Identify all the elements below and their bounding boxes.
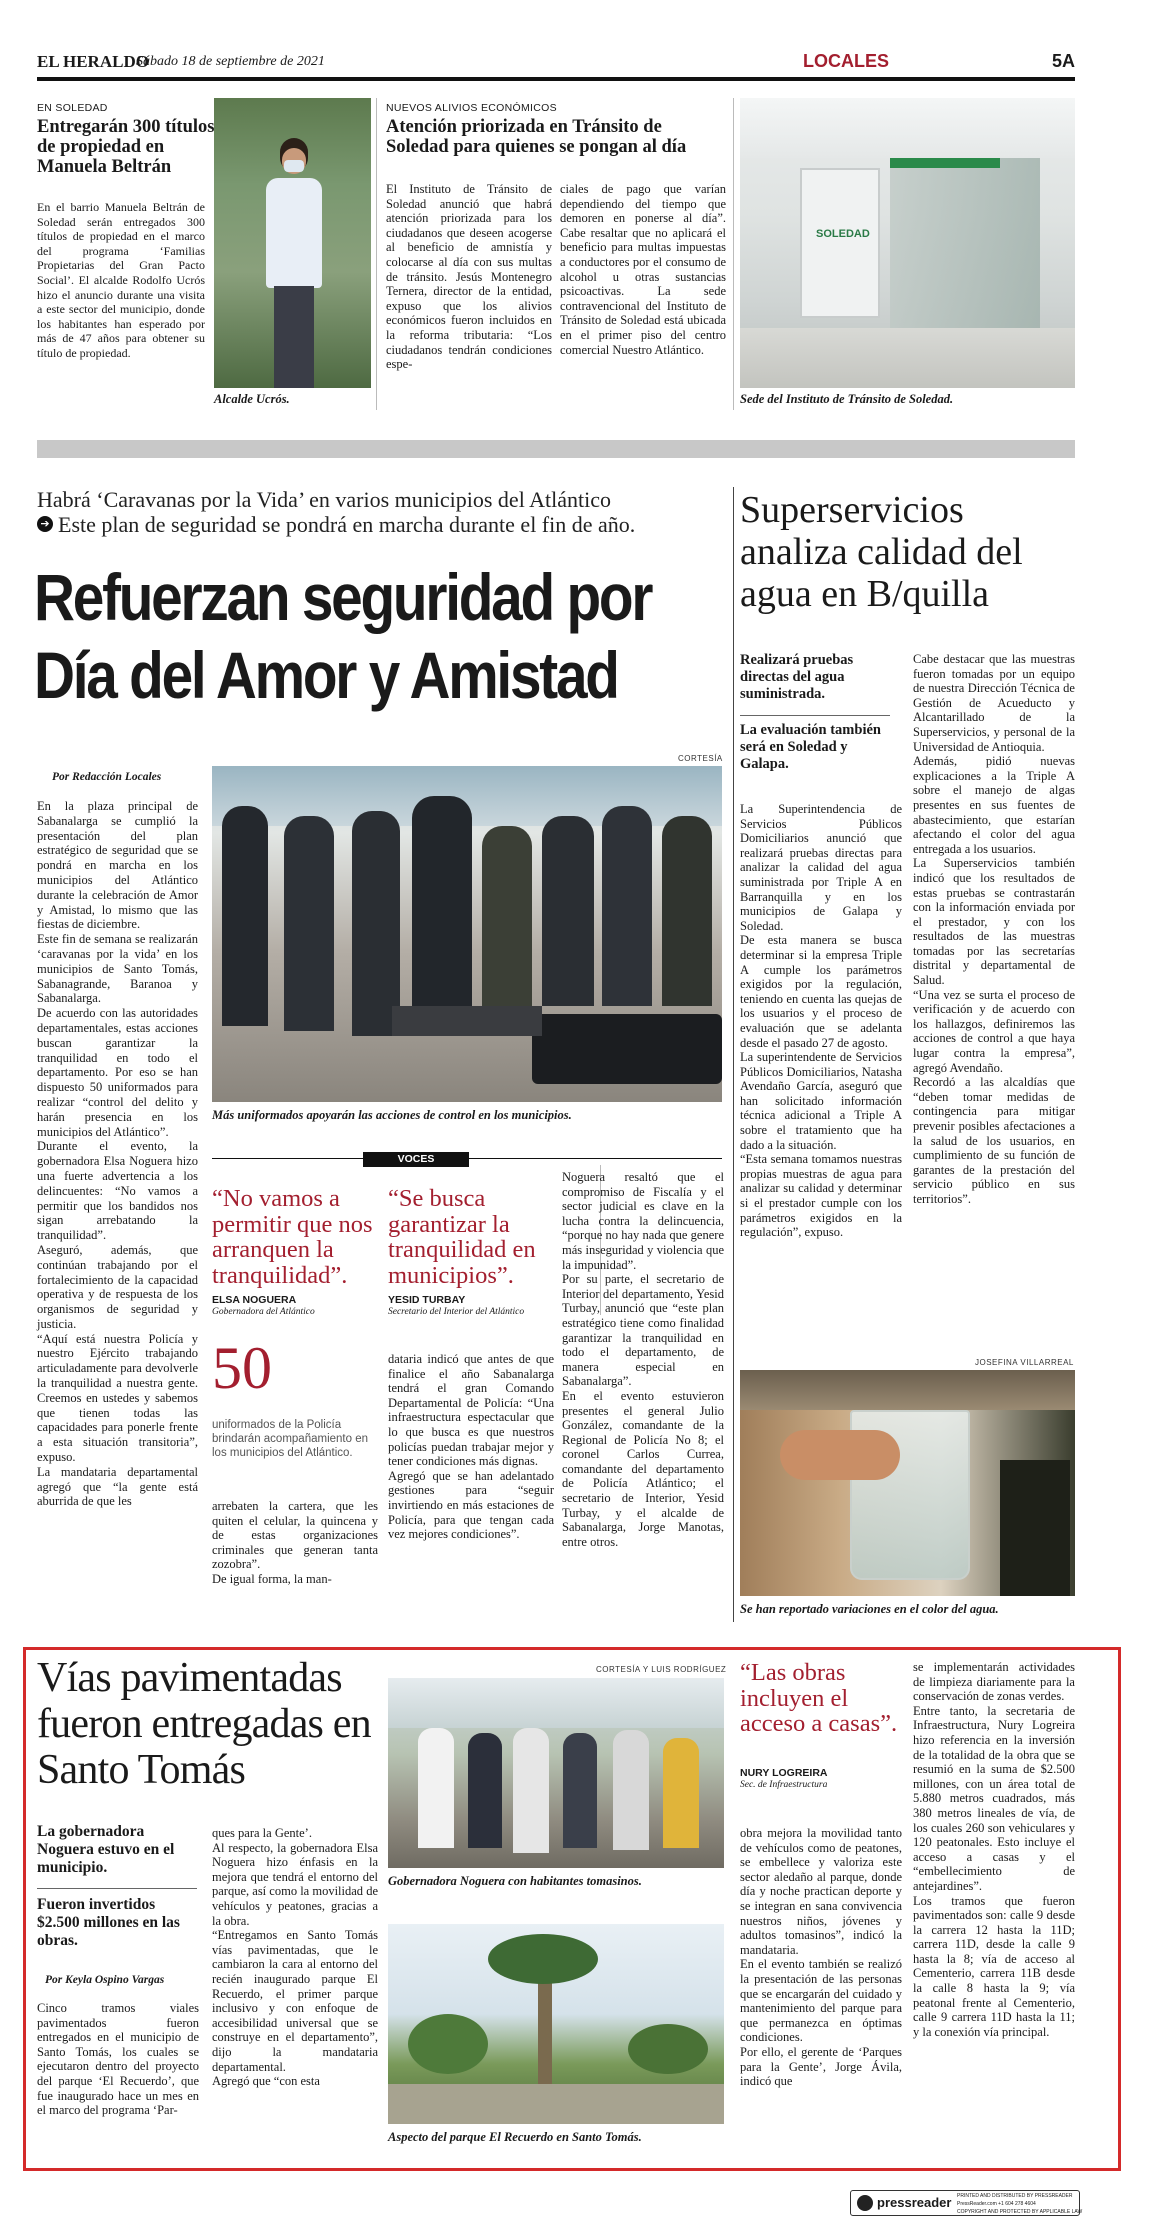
footer-small: COPYRIGHT AND PROTECTED BY APPLICABLE LAW <box>957 2209 1083 2215</box>
pull-quote: “No vamos a permitir que nos arranquen la tranquilidad”. <box>212 1185 373 1289</box>
column-rule <box>376 98 377 410</box>
bottom-headline: Vías pavimentadas fueron entregadas en Santo Tomás <box>37 1655 371 1793</box>
side-headline: Superservicios analiza calidad del agua en B/quilla <box>740 489 1023 615</box>
side-deck: La evaluación también será en Soledad y Galapa. <box>740 722 881 772</box>
sign-text: SOLEDAD <box>816 228 870 240</box>
main-headline: Refuerzan seguridad por Día del Amor y Amistad <box>34 560 652 712</box>
article-column: La Superintendencia de Servicios Públicos Domiciliarios anunció que realizará pruebas directas para analizar la calidad del agua suministrada por Triple A en Barranquilla y en los municipios de Galapa y Soledad. De esta manera se busca determinar si la empresa Triple A cumple los parámetros exigidos por la regulación, teniendo en cuenta las quejas de los usuarios y el proceso de evaluación que se adelanta desde el pasado 27 de agosto. La superintendente de Servicios Públicos Domiciliarios, Natasha Avendaño García, aseguró que han solicitado información técnica adicional a Triple A sobre el tratamiento que ha dado a la situación. “Esta semana tomamos nuestras propias muestras de agua para analizar su calidad y determinar si el prestador cumple con los parámetros exigidos en la regulación”, expuso. <box>740 802 902 1240</box>
byline: Por Keyla Ospino Vargas <box>45 1974 165 1986</box>
article-column: ques para la Gente’. Al respecto, la gobernadora Elsa Noguera hizo énfasis en la mejora que tendrá el entorno del parque, así como la movilidad de vehículos y peatones, gracias a la obra. “Entregamos en Santo Tomás vías pavimentadas, que le cambiaron la cara al entorno del recién inaugurado parque El Recuerdo, el primer parque inclusivo y con enfoque de accesibilidad universal que se construye en el departamento”, dijo la mandataria departamental. Agregó que “con esta <box>212 1826 378 2089</box>
story-body: En el barrio Manuela Beltrán de Soledad serán entregados 300 títulos de propiedad en el marco del programa ‘Familias Propietarias del Gran Pacto Social’. El alcalde Rodolfo Ucrós hizo el anuncio durante una visita a este sector del municipio, donde los habitantes han esperado por más de 47 años para obtener su título de propiedad. <box>37 200 205 360</box>
masthead-rule <box>37 77 1075 81</box>
kicker: EN SOLEDAD <box>37 102 108 114</box>
bottom-deck: La gobernadora Noguera estuvo en el municipio. <box>37 1823 175 1876</box>
photo-credit: JOSEFINA VILLARREAL <box>975 1358 1074 1367</box>
photo-governor-walk <box>388 1678 724 1868</box>
pressreader-logo: pressreader <box>877 2195 952 2210</box>
story-title: Atención priorizada en Tránsito de Soledad para quienes se pongan al día <box>386 117 687 157</box>
article-column: dataria indicó que antes de que finalice el año Sabanalarga tendrá el gran Comando Departamental de Policía: “Una infraestructura espectacular que lo que busca es que nuestros policías puedan trabajar mejor y tener condiciones más dignas. Agregó que se han adelantado gestiones para “seguir invirtiendo en más estaciones de Policía, para que tengan cada vez mejores condiciones”. <box>388 1352 554 1542</box>
side-deck: Realizará pruebas directas del agua suministrada. <box>740 652 854 702</box>
footer-small: PressReader.com +1 604 278 4604 <box>957 2201 1036 2207</box>
section-name: LOCALES <box>803 51 890 71</box>
photo-caption: Se han reportado variaciones en el color del agua. <box>740 1602 999 1616</box>
pressreader-badge <box>850 2190 1083 2216</box>
deck-rule <box>740 715 890 716</box>
person-figure <box>262 138 326 388</box>
quote-role: Sec. de Infraestructura <box>740 1780 828 1790</box>
photo-caption: Alcalde Ucrós. <box>214 392 290 406</box>
pull-quote: “Se busca garantizar la tranquilidad en municipios”. <box>388 1185 536 1289</box>
article-column: En la plaza principal de Sabanalarga se cumplió la presentación del plan estratégico de seguridad que se pondrá en marcha en los municipios del Atlántico durante la celebración de Amor y Amistad, lo mismo que las fiestas de diciembre. Este fin de semana se realizarán ‘caravanas por la vida’ en los municipios de Santo Tomás, Sabanagrande, Baranoa y Sabanalarga. De acuerdo con las autoridades departamentales, estas acciones buscan garantizar la tranquilidad en todo el departamento. Por eso se han dispuesto 50 uniformados para realizar “control del delito y harán presencia en los municipios del Atlántico”. Durante el evento, la gobernadora Elsa Noguera hizo una fuerte advertencia a los delincuentes: “No vamos a permitir que los bandidos nos sigan arrebatando la tranquilidad”. Aseguró, además, que continúan trabajando por el fortalecimiento de la capacidad operativa y de respuesta de los organismos de seguridad y justicia. “Aquí está nuestra Policía y nuestro Ejército trabajando articuladamente para devolverle la tranquilidad a nuestra gente. Creemos en ustedes y sabemos que tienen todas las capacidades para ponerle frente a esta situación transitoria”, expuso. La mandataria departamental agregó que “la gente está aburrida de que les <box>37 799 198 1509</box>
column-rule <box>733 98 734 410</box>
pull-quote: “Las obras incluyen el acceso a casas”. <box>740 1659 898 1737</box>
deck-rule <box>37 1888 197 1889</box>
section-divider <box>37 440 1075 458</box>
stat-text: uniformados de la Policía brindarán acompañamiento en los municipios del Atlántico. <box>212 1419 368 1459</box>
photo-caption: Más uniformados apoyarán las acciones de control en los municipios. <box>212 1108 572 1122</box>
article-column: Cabe destacar que las muestras fueron tomadas por un equipo de nuestra Dirección Técnica de Gestión de Acueducto y Alcantarillado de la Superservicios, y personal de la Universidad de Antioquia. Además, pidió nuevas explicaciones a la Triple A sobre el manejo de algas presentes en sus fuentes de abastecimiento, que estarían afectando el color del agua entregada a los usuarios. La Superservicios también indicó que los resultados de estas pruebas se contrastarán con la información enviada por el prestador, y con los resultados de las muestras tomadas por las secretarías distrital y departamental de Salud. “Una vez se surta el proceso de verificación y de acuerdo con los hallazgos, definiremos las acciones de control a que haya lugar contra la empresa”, agregó Avendaño. Recordó a las alcaldías que “deben tomar medidas de contingencia para mitigar prevenir posibles afectaciones a la salud de los usuarios, en cumplimiento de su función de garantes de la prestación del servicio público en sus territorios”. <box>913 652 1075 1206</box>
bottom-deck: Fueron invertidos $2.500 millones en las obras. <box>37 1896 180 1949</box>
quote-role: Gobernadora del Atlántico <box>212 1307 315 1317</box>
quote-name: NURY LOGREIRA <box>740 1767 828 1779</box>
kicker: NUEVOS ALIVIOS ECONÓMICOS <box>386 102 557 114</box>
quote-role: Secretario del Interior del Atlántico <box>388 1307 525 1317</box>
quote-name: YESID TURBAY <box>388 1294 466 1306</box>
masthead-bar <box>37 50 1075 76</box>
stat-number: 50 <box>212 1335 272 1401</box>
photo-park <box>388 1924 724 2124</box>
photo-police <box>212 766 722 1102</box>
article-column: arrebaten la cartera, que les quiten el celular, la quincena y de estas organizaciones criminales que generan tanta zozobra”. De igual forma, la man- <box>212 1499 378 1586</box>
story-body: ciales de pago que varían dependiendo del tiempo que demoren en ponerse al día”. Cabe resaltar que no aplicará el beneficio para multas impuestas a conductores por el consumo de alcohol u otras sustancias psicoactivas. La sede contravencional del Instituto de Tránsito de Soledad está ubicada en el primer piso del centro comercial Nuestro Atlántico. <box>560 182 726 357</box>
issue-date: Sábado 18 de septiembre de 2021 <box>136 54 325 69</box>
pressreader-icon <box>857 2195 873 2211</box>
arrow-icon: ➔ <box>37 516 53 532</box>
photo-caption: Sede del Instituto de Tránsito de Soledad. <box>740 392 954 406</box>
article-column: Noguera resaltó que el compromiso de Fiscalía y el sector judicial es clave en la lucha contra la delincuencia, “porque no hay nada que genere más inseguridad y violencia que la impunidad”. Por su parte, el secretario de Interior del departamento, Yesid Turbay, anunció que “este plan estratégico tiene como finalidad garantizar la tranquilidad en todo el departamento, de manera especial en Sabanalarga”. En el evento estuvieron presentes el general Julio González, comandante de la Regional de Policía No 8; el coronel Carlos Currea, comandante del departamento de Policía Atlántico; el secretario de Interior, Yesid Turbay, y el alcalde de Sabanalarga, Jorge Manotas, entre otros. <box>562 1170 724 1549</box>
paper-name: EL HERALDO <box>37 52 149 71</box>
pre-headline: Este plan de seguridad se pondrá en marcha durante el fin de año. <box>58 512 636 537</box>
photo-water-glass <box>740 1370 1075 1596</box>
article-column: Cinco tramos viales pavimentados fueron entregados en el municipio de Santo Tomás, los cuales se ejecutaron dentro del proyecto del parque ‘El Recuerdo’, que fue inaugurado hace un mes en el marco del programa ‘Par- <box>37 2001 199 2118</box>
footer-small: PRINTED AND DISTRIBUTED BY PRESSREADER <box>957 2193 1073 2199</box>
byline: Por Redacción Locales <box>52 771 162 783</box>
voces-tag: VOCES <box>363 1152 469 1167</box>
page-number: 5A <box>1051 51 1075 71</box>
article-column: se implementarán actividades de limpieza diariamente para la conservación de zonas verdes. Entre tanto, la secretaria de Infraestructura, Nury Logreira hizo referencia en la inversión de la totalidad de la obra que se resumió en la suma de $2.500 millones, con un área total de 5.880 metros cuadrados, más 380 metros lineales de vía, de los cuales 260 son vehiculares y 120 peatonales. Esto incluye el acceso a casas y el “embellecimiento de antejardines”. Los tramos que fueron pavimentados son: calle 9 desde la carrera 12 hasta la 11D; carrera 11D, desde la calle 9 hasta la 8; vía de acceso al Cementerio, carrera 11B desde la calle 8 hasta la 9; vía peatonal frente al Cementerio, calle 9 carrera 11D hasta la 11; y la conexión vía principal. <box>913 1660 1075 2039</box>
photo-alcalde <box>214 98 371 388</box>
photo-credit: CORTESÍA Y LUIS RODRÍGUEZ <box>596 1665 727 1674</box>
story-body: El Instituto de Tránsito de Soledad anunció que habrá atención priorizada para los ciudadanos que deseen acogerse al beneficio de amnistía y colocarse al día con sus multas de tránsito. Jesús Montenegro Ternera, director de la entidad, expuso que los alivios económicos fueron incluidos en la reforma tributaria: “Los ciudadanos tendrán condiciones espe- <box>386 182 552 372</box>
photo-caption: Aspecto del parque El Recuerdo en Santo Tomás. <box>388 2130 642 2144</box>
pre-headline: Habrá ‘Caravanas por la Vida’ en varios municipios del Atlántico <box>37 487 611 512</box>
column-rule <box>733 487 734 1622</box>
photo-transito <box>740 98 1075 388</box>
article-column: obra mejora la movilidad tanto de vehículos como de peatones, se embellece y valoriza este sector aledaño al parque, donde día y noche practican deporte y se integran en sana convivencia nuestros niños, jóvenes y adultos tomasinos”, indicó la mandataria. En el evento también se realizó la presentación de las personas que se encargarán del cuidado y mantenimiento del parque para que permanezca en óptimas condiciones. Por ello, el gerente de ‘Parques para la Gente’, Jorge Ávila, indicó que <box>740 1826 902 2089</box>
photo-credit: CORTESÍA <box>678 754 723 763</box>
story-title: Entregarán 300 títulos de propiedad en Manuela Beltrán <box>37 117 215 177</box>
photo-caption: Gobernadora Noguera con habitantes tomasinos. <box>388 1874 642 1888</box>
quote-name: ELSA NOGUERA <box>212 1294 297 1306</box>
